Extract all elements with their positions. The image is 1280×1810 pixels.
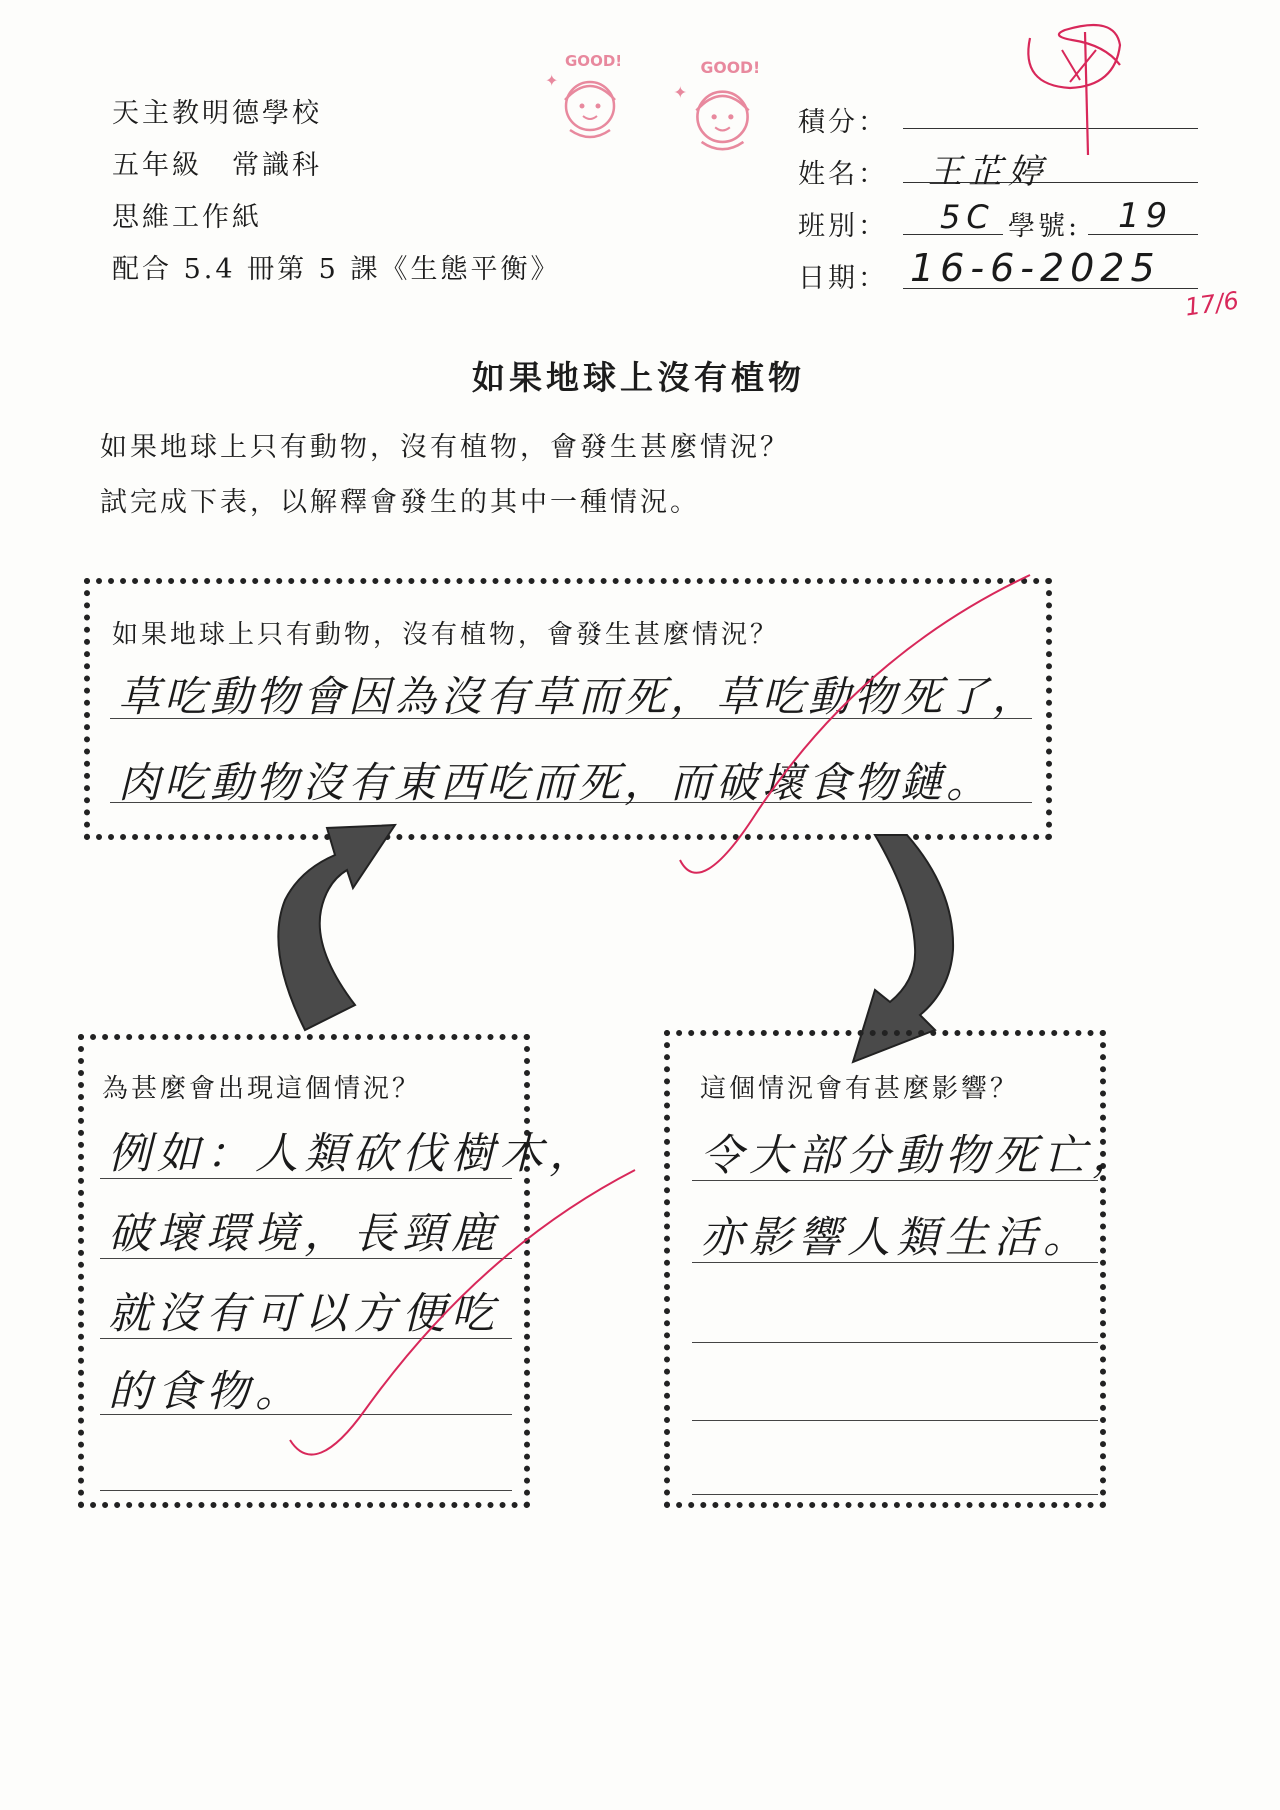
score-label: 積分： [798, 107, 888, 138]
number-value: 19 [1118, 196, 1174, 236]
grade-subject: 五年級 常識科 [112, 150, 322, 181]
class-label: 班別： [798, 211, 888, 242]
answer-rule [692, 1420, 1098, 1421]
box-reason-answer-line: 就沒有可以方便吃 [108, 1289, 500, 1339]
answer-rule [692, 1494, 1098, 1495]
page-title: 如果地球上沒有植物 [472, 358, 805, 397]
number-label: 學號: [1008, 211, 1081, 242]
box-situation-answer-line: 草吃動物會因為沒有草而死，草吃動物死了， [118, 672, 1039, 721]
box-reason-question: 為甚麼會出現這個情況？ [102, 1074, 422, 1104]
teacher-date-mark: 17/6 [1183, 286, 1241, 322]
svg-text:GOOD!: GOOD! [700, 57, 761, 77]
name-value: 王芷婷 [928, 152, 1048, 192]
box-impact-answer-line: 令大部分動物死亡， [700, 1131, 1141, 1181]
intro-text [100, 420, 790, 530]
box-reason-answer-line: 的食物。 [108, 1367, 304, 1417]
box-reason-answer-line: 例如：人類砍伐樹木， [108, 1129, 598, 1179]
arrow-up-icon [255, 800, 405, 1035]
date-value: 16-6-2025 [910, 246, 1161, 290]
svg-text:✦: ✦ [545, 71, 559, 90]
lesson-ref: 配合 5.4 冊第 5 課《生態平衡》 [112, 254, 561, 285]
intro-line-2: 試完成下表，以解釋會發生的其中一種情況。 [100, 487, 700, 518]
good-stamp-right [665, 52, 780, 167]
svg-text:GOOD!: GOOD! [565, 52, 623, 70]
box-impact-answer-line: 亦影響人類生活。 [700, 1213, 1092, 1263]
teacher-grade-mark [1010, 10, 1140, 160]
box-impact-question: 這個情況會有甚麼影響？ [700, 1074, 1020, 1104]
intro-line-1: 如果地球上只有動物，沒有植物，會發生甚麼情況？ [100, 432, 790, 463]
answer-rule [100, 1490, 512, 1491]
date-label: 日期： [798, 263, 888, 294]
check-mark-icon [660, 560, 1060, 900]
good-stamp-left [535, 44, 645, 154]
box-situation-question: 如果地球上只有動物，沒有植物，會發生甚麼情況？ [112, 620, 780, 650]
svg-text:✦: ✦ [673, 82, 688, 102]
box-reason-answer-line: 破壞環境，長頸鹿 [108, 1209, 500, 1259]
answer-rule [692, 1342, 1098, 1343]
school-name: 天主教明德學校 [112, 98, 322, 129]
name-label: 姓名： [798, 159, 888, 190]
box-situation-answer-line: 肉吃動物沒有東西吃而死，而破壞食物鏈。 [118, 758, 993, 807]
check-mark-icon [270, 1150, 650, 1490]
header-info [112, 88, 560, 296]
class-value: 5C [940, 198, 995, 236]
worksheet-type: 思維工作紙 [112, 202, 262, 233]
